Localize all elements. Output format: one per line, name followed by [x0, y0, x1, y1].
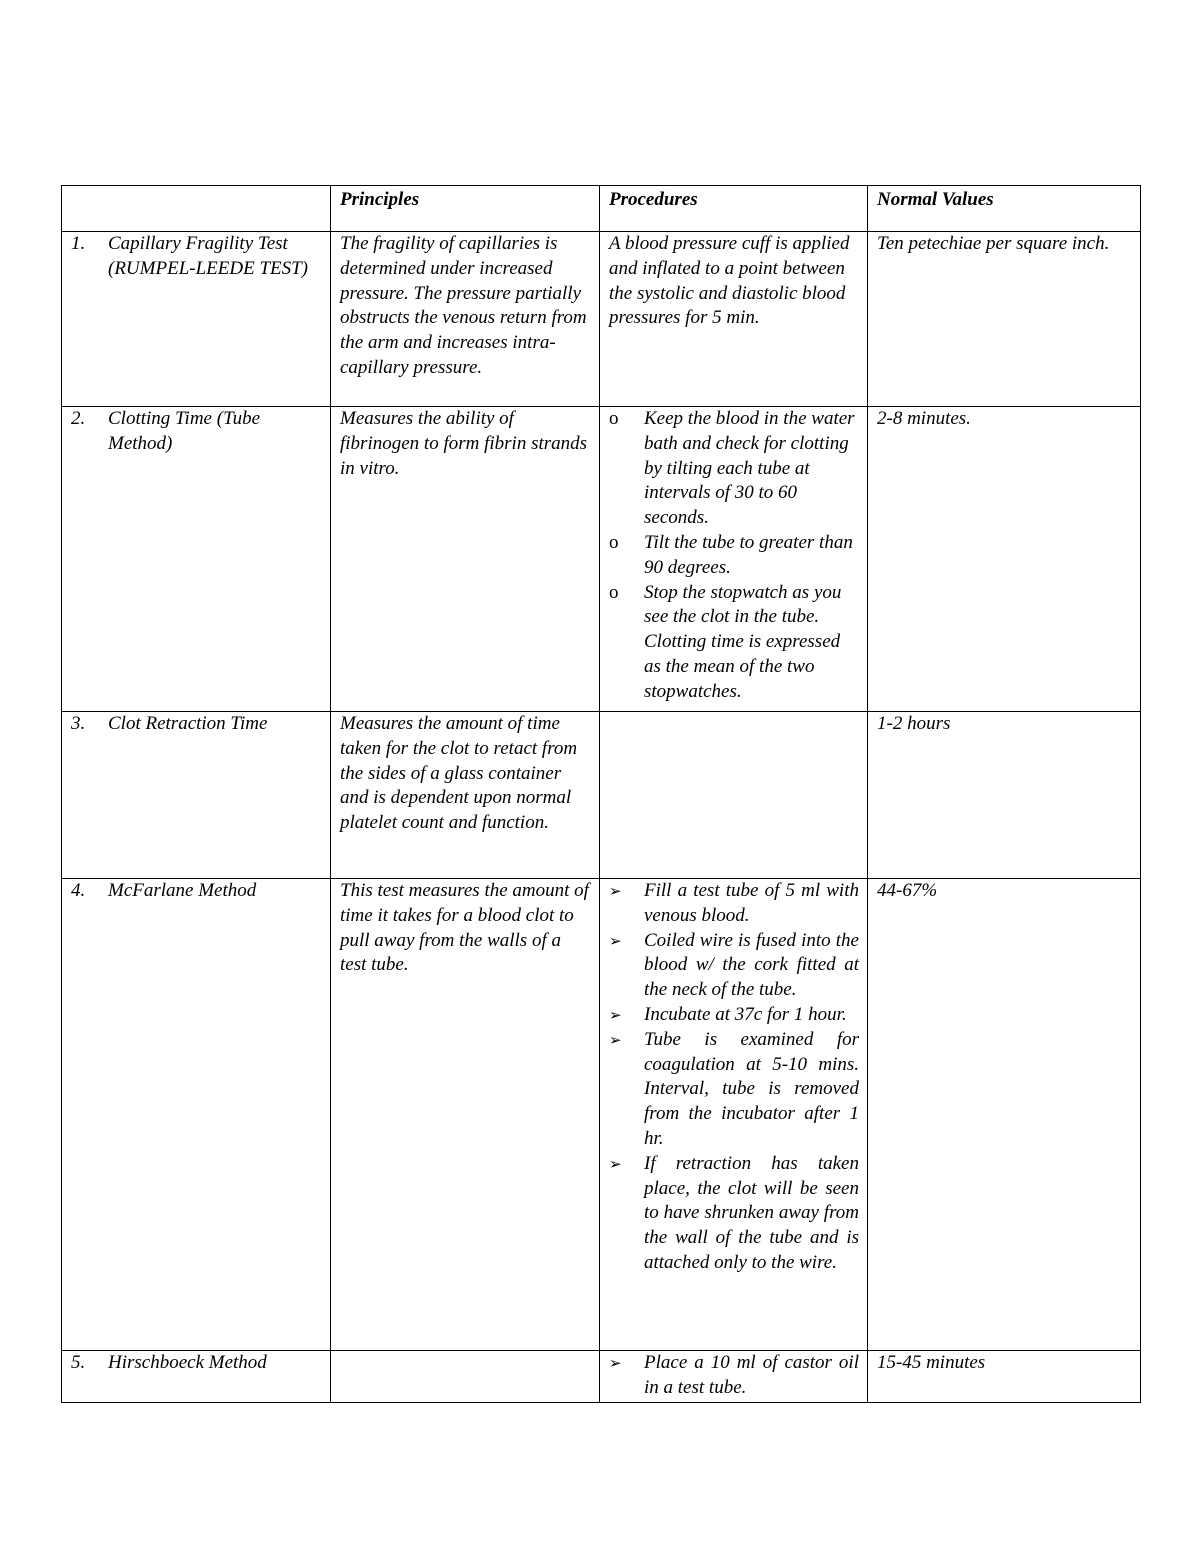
normal-value-cell: 44-67% [868, 879, 1141, 1351]
normal-value-cell: 2-8 minutes. [868, 407, 1141, 712]
arrow-bullet-icon: ➢ [609, 1354, 622, 1372]
test-name-cell [62, 879, 331, 1351]
test-name: Clot Retraction Time [108, 713, 268, 734]
procedure-cell [600, 1351, 868, 1403]
list-item [609, 531, 859, 581]
table-header-row [62, 186, 1141, 232]
list-item [609, 929, 859, 1003]
list-item [609, 1152, 859, 1276]
test-name: Capillary Fragility Test (RUMPEL-LEEDE TEST) [108, 233, 309, 279]
test-name-cell [62, 712, 331, 879]
list-item [609, 407, 859, 531]
test-number: 4. [71, 880, 86, 901]
normal-value-cell: 15-45 minutes [868, 1351, 1141, 1403]
hemostasis-tests-table [61, 185, 1141, 1403]
bullet-marker: o [609, 408, 619, 429]
principle-cell [331, 1351, 600, 1403]
procedure-cell [600, 712, 868, 879]
principle-cell: Measures the ability of fibrinogen to form fibrin strands in vitro. [331, 407, 600, 712]
bullet-marker: o [609, 581, 619, 603]
principle-cell: Measures the amount of time taken for the clot to retact from the sides of a glass container and is dependent upon normal platelet count and function. [331, 712, 600, 879]
list-item [609, 1351, 859, 1401]
procedure-list [609, 879, 859, 1276]
normal-value-cell: Ten petechiae per square inch. [868, 232, 1141, 407]
procedure-step: Coiled wire is fused into the blood w/ the cork fitted at the neck of the tube. [644, 929, 859, 1001]
table-row [62, 407, 1141, 712]
arrow-bullet-icon: ➢ [609, 1154, 622, 1173]
procedure-step: Tube is examined for coagulation at 5-10 mins. Interval, tube is removed from the incubator after 1 hr. [644, 1028, 859, 1149]
header-cell-test [62, 186, 331, 232]
arrow-bullet-icon: ➢ [609, 931, 622, 950]
procedure-cell [600, 407, 868, 712]
list-item [609, 1028, 859, 1152]
arrow-bullet-icon: ➢ [609, 882, 622, 900]
test-name-cell [62, 1351, 331, 1403]
procedure-step: Keep the blood in the water bath and check for clotting by tilting each tube at intervals of 30 to 60 seconds. [644, 408, 855, 529]
test-name: Hirschboeck Method [108, 1352, 267, 1373]
test-name: McFarlane Method [108, 880, 257, 901]
test-name: Clotting Time (Tube Method) [108, 408, 261, 454]
table-row [62, 712, 1141, 879]
procedure-step: Incubate at 37c for 1 hour. [644, 1003, 847, 1025]
list-item [609, 879, 859, 929]
procedure-step: Stop the stopwatch as you see the clot in the tube. Clotting time is expressed as the mean of the two stopwatches. [644, 581, 842, 702]
procedure-cell [600, 879, 868, 1351]
test-number: 1. [71, 233, 86, 254]
list-item [609, 1003, 859, 1028]
normal-value-cell: 1-2 hours [868, 712, 1141, 879]
arrow-bullet-icon: ➢ [609, 1030, 622, 1049]
header-cell-principles: Principles [331, 186, 600, 232]
header-cell-normal-values: Normal Values [868, 186, 1141, 232]
header-cell-procedures: Procedures [600, 186, 868, 232]
test-number: 5. [71, 1352, 86, 1373]
principle-cell: The fragility of capillaries is determined under increased pressure. The pressure partially obstructs the venous return from the arm and increases intra-capillary pressure. [331, 232, 600, 407]
bullet-marker: o [609, 531, 619, 553]
procedure-step: Fill a test tube of 5 ml with venous blood. [644, 880, 859, 926]
table-row [62, 879, 1141, 1351]
test-name-cell [62, 232, 331, 407]
table-row [62, 1351, 1141, 1403]
procedure-list [609, 407, 859, 705]
test-number: 2. [71, 408, 86, 429]
table-row [62, 232, 1141, 407]
list-item [609, 581, 859, 705]
procedure-step: Tilt the tube to greater than 90 degrees. [644, 531, 853, 578]
procedure-step: Place a 10 ml of castor oil in a test tube. [644, 1352, 859, 1398]
test-name-cell [62, 407, 331, 712]
test-number: 3. [71, 713, 86, 734]
arrow-bullet-icon: ➢ [609, 1005, 622, 1024]
procedure-list [609, 1351, 859, 1401]
principle-cell: This test measures the amount of time it takes for a blood clot to pull away from the walls of a test tube. [331, 879, 600, 1351]
procedure-cell: A blood pressure cuff is applied and inflated to a point between the systolic and diastolic blood pressures for 5 min. [600, 232, 868, 407]
procedure-step: If retraction has taken place, the clot will be seen to have shrunken away from the wall of the tube and is attached only to the wire. [644, 1152, 859, 1273]
